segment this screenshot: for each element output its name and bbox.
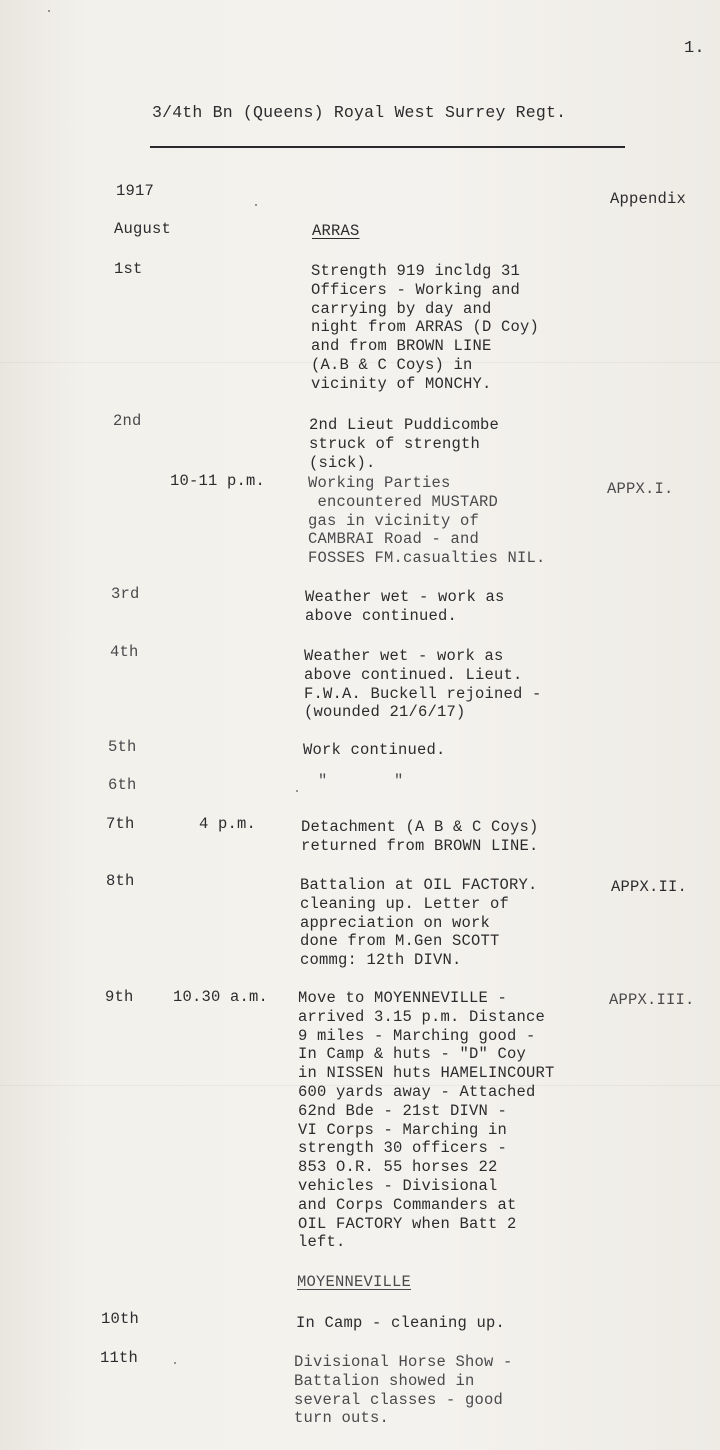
entry-date: 3rd	[111, 585, 140, 603]
entry-text: Work continued.	[303, 741, 446, 759]
entry-time: 10-11 p.m.	[170, 472, 266, 490]
page-title: 3/4th Bn (Queens) Royal West Surrey Regt.	[152, 103, 567, 122]
paper-speck	[48, 10, 50, 12]
entry-date: 11th	[100, 1349, 139, 1367]
title-underline	[150, 146, 625, 148]
appendix-column-heading: Appendix	[610, 190, 687, 208]
entry-date: 1st	[114, 260, 143, 278]
entry-text: Move to MOYENNEVILLE - arrived 3.15 p.m. Distance 9 miles - Marching good - In Camp & huts - "D" Coy in NISSEN huts HAMELINCOURT 600 yards away - Attached 62nd Bde - 21st DIVN - VI Corps - Marching in strength 30 officers - 853 O.R. 55 horses 22 vehicles - Divisional and Corps Commanders at OIL FACTORY when Batt 2 left.	[298, 989, 555, 1252]
entry-text: Working Parties encountered MUSTARD gas in vicinity of CAMBRAI Road - and FOSSES FM.casualties NIL.	[308, 474, 546, 568]
entry-date: 8th	[106, 872, 135, 890]
entry-date: 4th	[110, 643, 139, 661]
location-heading-arras: ARRAS	[312, 222, 360, 240]
entry-time: 10.30 a.m.	[173, 988, 269, 1006]
paper-speck	[296, 790, 298, 792]
entry-date: 9th	[105, 988, 134, 1006]
year-label: 1917	[116, 182, 155, 200]
entry-text: Weather wet - work as above continued.	[305, 588, 505, 625]
entry-text-ditto: " "	[318, 772, 404, 790]
entry-date: 5th	[108, 738, 137, 756]
entry-date: 10th	[101, 1310, 140, 1328]
entry-text: Strength 919 incldg 31 Officers - Working and carrying by day and night from ARRAS (D Coy) and from BROWN LINE (A.B & C Coys) in vicinity of MONCHY.	[311, 262, 540, 393]
entry-appendix-ref: APPX.I.	[607, 480, 674, 498]
paper-speck	[174, 1362, 176, 1364]
entry-appendix-ref: APPX.III.	[609, 991, 695, 1009]
month-label: August	[114, 220, 172, 238]
location-heading-moyenneville: MOYENNEVILLE	[297, 1273, 412, 1291]
entry-date: 2nd	[113, 412, 142, 430]
entry-text: Detachment (A B & C Coys) returned from BROWN LINE.	[301, 818, 539, 855]
paper-speck	[255, 204, 257, 206]
entry-appendix-ref: APPX.II.	[611, 878, 688, 896]
entry-date: 6th	[108, 776, 137, 794]
entry-text: In Camp - cleaning up.	[296, 1314, 506, 1332]
entry-text: Weather wet - work as above continued. Lieut. F.W.A. Buckell rejoined - (wounded 21/6/17)	[304, 647, 542, 722]
entry-date: 7th	[106, 815, 135, 833]
entry-text: Divisional Horse Show - Battalion showed in several classes - good turn outs.	[294, 1353, 513, 1428]
page-number: 1.	[684, 39, 705, 58]
entry-time: 4 p.m.	[199, 815, 257, 833]
entry-text: Battalion at OIL FACTORY. cleaning up. Letter of appreciation on work done from M.Gen SCOTT commg: 12th DIVN.	[300, 876, 538, 970]
entry-text: 2nd Lieut Puddicombe struck of strength (sick).	[309, 416, 500, 472]
